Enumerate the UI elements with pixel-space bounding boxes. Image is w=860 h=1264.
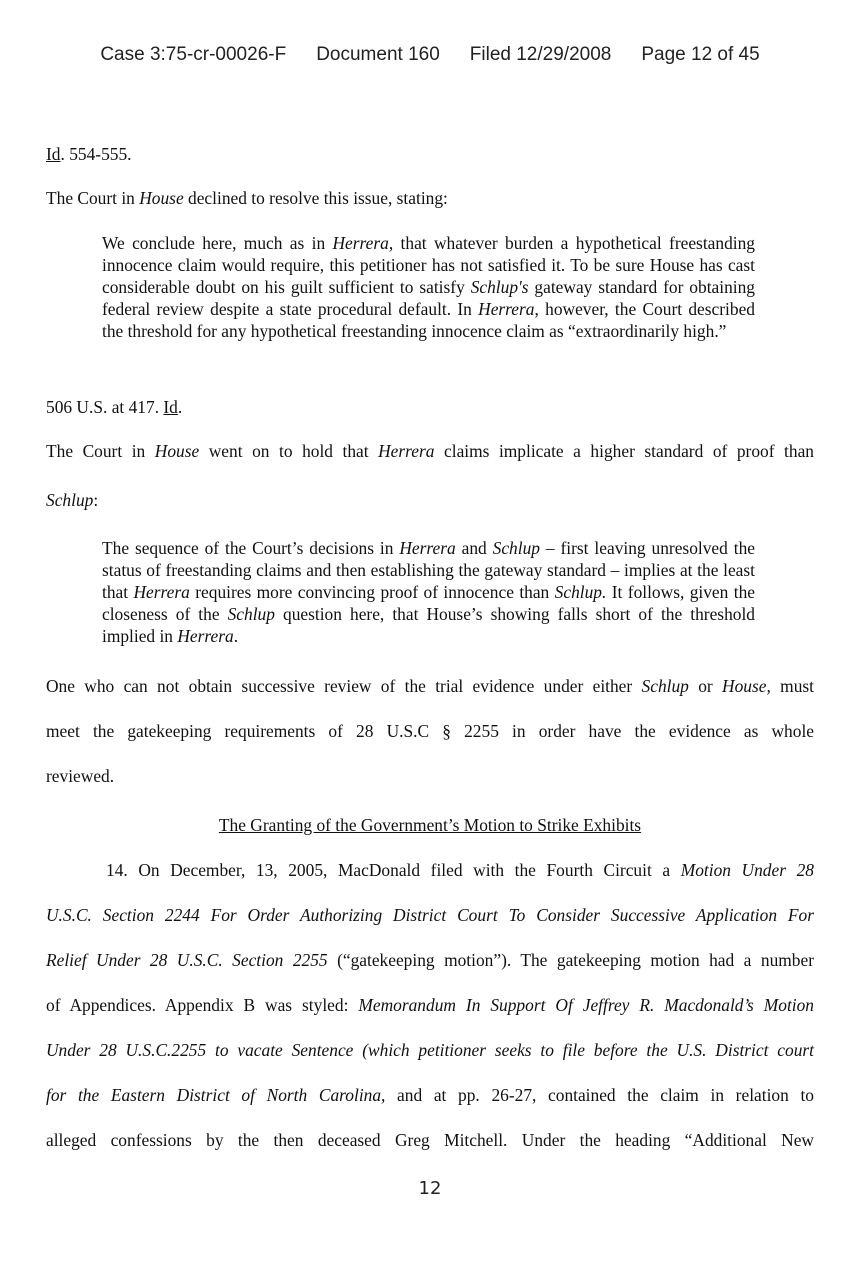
ecf-header <box>0 44 860 66</box>
paragraph-house-hold-line2: Schlup: <box>46 490 99 510</box>
paragraph-one-who-line3: reviewed. <box>46 766 115 786</box>
paragraph-one-who-line2: meet the gatekeeping requirements of 28 U.S.C § 2255 in order have the evidence as whole <box>46 721 814 741</box>
paragraph-14-line4: of Appendices. Appendix B was styled: Memorandum In Support Of Jeffrey R. Macdonald’s Motion <box>46 995 814 1015</box>
paragraph-one-who-line1: One who can not obtain successive review of the trial evidence under either Schlup or House, must <box>46 676 815 696</box>
paragraph-14-line7: alleged confessions by the then deceased Greg Mitchell. Under the heading “Additional New <box>46 1130 814 1150</box>
block-quote-house: We conclude here, much as in Herrera, that whatever burden a hypothetical freestanding innocence claim would require, this petitioner has not satisfied it. To be sure House has cast considerable doubt on his guilt sufficient to satisfy Schlup's gateway standard for obtaining federal review despite a state procedural default. In Herrera, however, the Court described the threshold for any hypothetical freestanding innocence claim as “extraordinarily high.” <box>102 233 755 341</box>
block-quote-sequence: The sequence of the Court’s decisions in Herrera and Schlup – first leaving unresolved the status of freestanding claims and then establishing the gateway standard – implies at the least that Herrera requires more convincing proof of innocence than Schlup. It follows, given the closeness of the Schlup question here, that House’s showing falls short of the threshold implied in Herrera. <box>102 538 755 646</box>
paragraph-14-line5: Under 28 U.S.C.2255 to vacate Sentence (which petitioner seeks to file before the U.S. District court <box>46 1040 814 1060</box>
filed-date: Filed 12/29/2008 <box>469 44 612 65</box>
paragraph-14-line3: Relief Under 28 U.S.C. Section 2255 (“gatekeeping motion”). The gatekeeping motion had a number <box>46 950 814 970</box>
citation-506-us: 506 U.S. at 417. Id. <box>46 397 183 417</box>
case-number: Case 3:75-cr-00026-F <box>100 44 287 65</box>
citation-id-554: Id. 554-555. <box>46 144 132 164</box>
paragraph-14-line2: U.S.C. Section 2244 For Order Authorizing District Court To Consider Successive Application For <box>46 905 814 925</box>
page-number: 12 <box>418 1178 442 1199</box>
paragraph-house-intro: The Court in House declined to resolve this issue, stating: <box>46 188 448 208</box>
page-indicator: Page 12 of 45 <box>641 44 760 65</box>
document-number: Document 160 <box>316 44 440 65</box>
paragraph-14-line1: 14. On December, 13, 2005, MacDonald filed with the Fourth Circuit a Motion Under 28 <box>106 860 814 880</box>
paragraph-14-line6: for the Eastern District of North Carolina, and at pp. 26-27, contained the claim in relation to <box>46 1085 814 1105</box>
paragraph-house-hold-line1: The Court in House went on to hold that Herrera claims implicate a higher standard of proof than <box>46 441 814 461</box>
section-heading: The Granting of the Government’s Motion to Strike Exhibits <box>218 815 642 835</box>
